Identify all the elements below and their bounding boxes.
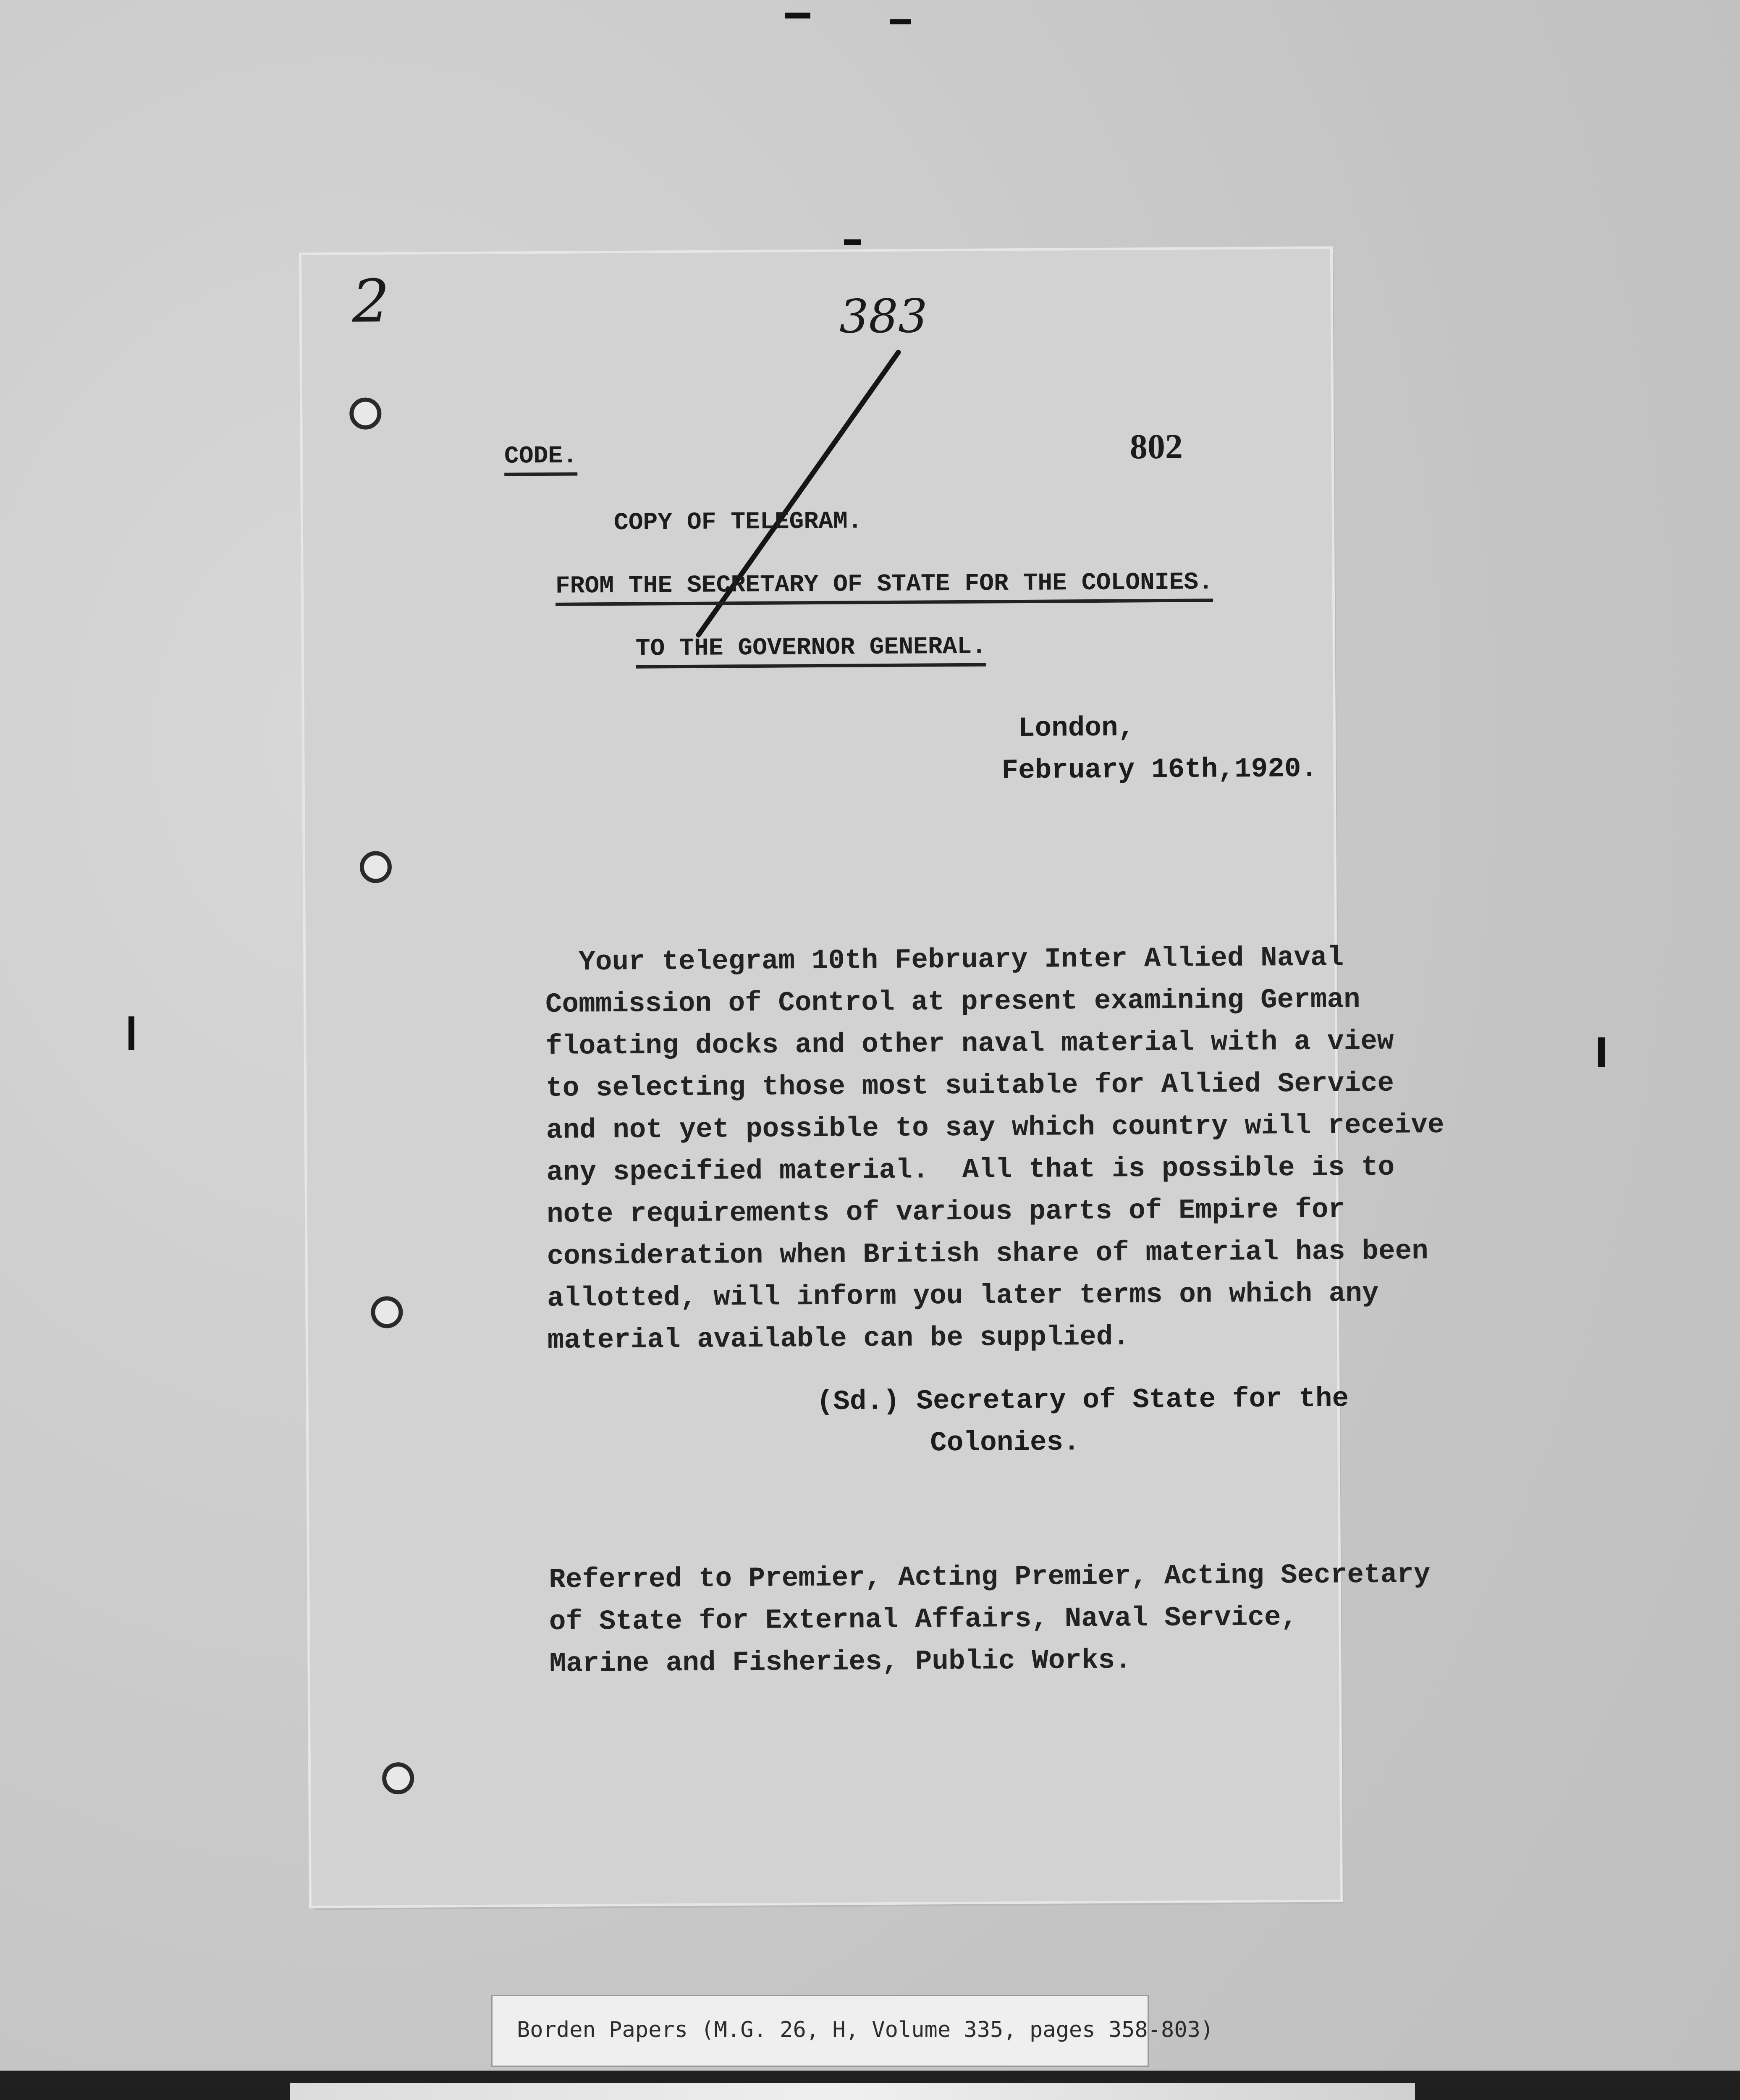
film-edge-mark (1598, 1037, 1605, 1067)
referral-line: of State for External Affairs, Naval Service, (549, 1601, 1298, 1638)
punch-hole (371, 1296, 403, 1328)
body-line: Commission of Control at present examining German (545, 984, 1360, 1021)
body-line: allotted, will inform you later terms on which any (547, 1277, 1379, 1314)
body-line: to selecting those most suitable for Allied Service (545, 1067, 1394, 1104)
telegram-sheet (301, 249, 1444, 1906)
body-line: floating docks and other naval material with a view (545, 1025, 1394, 1063)
page-stamp-number: 802 (1129, 427, 1183, 467)
body-line: and not yet possible to say which country will receive (546, 1109, 1444, 1146)
reference-text: Borden Papers (M.G. 26, H, Volume 335, pages 358-803) (517, 2017, 1214, 2042)
film-edge-mark (785, 13, 810, 18)
referral-line: Referred to Premier, Acting Premier, Acting Secretary (549, 1559, 1431, 1596)
heading-to: TO THE GOVERNOR GENERAL. (636, 633, 987, 669)
punch-hole (349, 397, 381, 429)
film-edge-mark (128, 1016, 134, 1050)
referral-line: Marine and Fisheries, Public Works. (549, 1644, 1132, 1680)
punch-hole (360, 851, 392, 883)
body-line: material available can be supplied. (547, 1321, 1130, 1356)
code-label: CODE. (504, 443, 578, 476)
reference-strip (491, 1995, 1214, 2067)
body-line: note requirements of various parts of Empire for (546, 1194, 1345, 1230)
archive-label (290, 2083, 1415, 2100)
body-line: consideration when British share of material has been (547, 1235, 1428, 1272)
date-line: February 16th,1920. (1001, 753, 1318, 787)
heading-copy-of-telegram: COPY OF TELEGRAM. (613, 508, 862, 537)
handwritten-corner-mark: 2 (352, 267, 390, 336)
signature-line-2: Colonies. (930, 1426, 1080, 1459)
handwritten-page-number: 383 (839, 289, 928, 344)
signature-line-1: (Sd.) Secretary of State for the (816, 1383, 1349, 1418)
body-line: any specified material. All that is possible is to (546, 1151, 1395, 1188)
film-edge-mark (890, 19, 911, 24)
heading-from: FROM THE SECRETARY OF STATE FOR THE COLONIES. (556, 569, 1213, 606)
body-line: Your telegram 10th February Inter Allied Naval (579, 942, 1344, 978)
punch-hole (382, 1762, 414, 1794)
place-line: London, (1018, 712, 1135, 745)
film-edge-mark (844, 239, 861, 245)
